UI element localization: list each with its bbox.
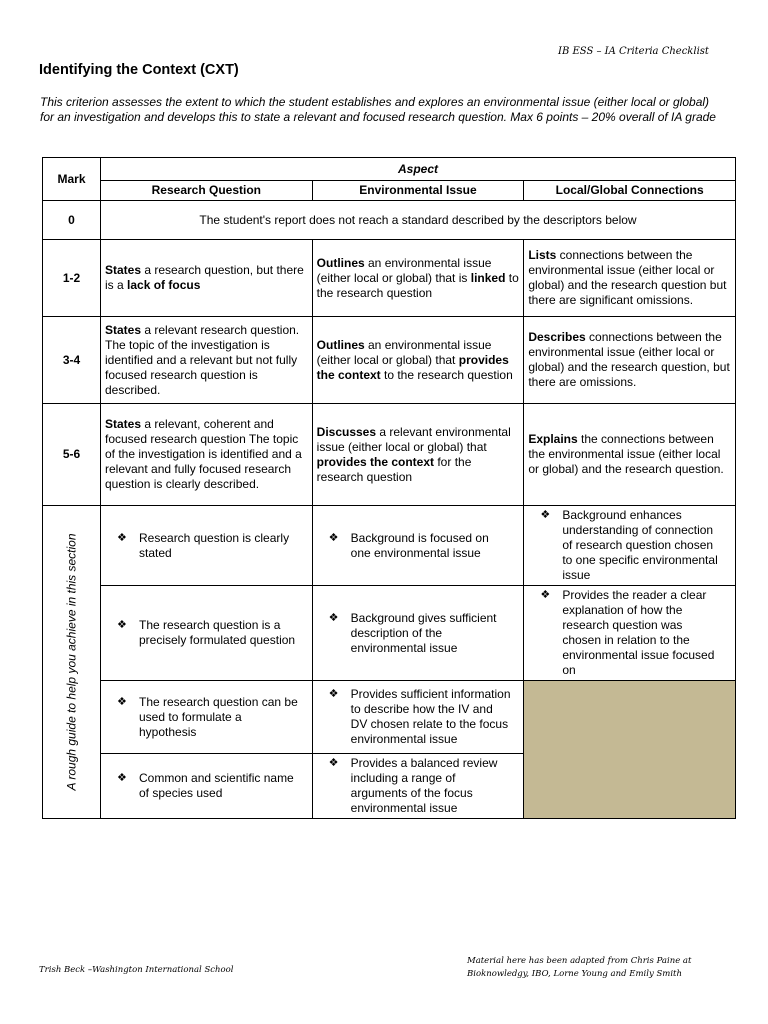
descriptor-cell: Outlines an environmental issue (either local or global) that is linked to the research question — [312, 240, 524, 317]
descriptor-cell: States a relevant research question. The topic of the investigation is identified and a relevant but not fully focused research question is described. — [101, 317, 313, 404]
guide-cell: ❖ Research question is clearly stated — [101, 506, 313, 586]
guide-label: A rough guide to help you achieve in this section — [64, 533, 78, 791]
col-header-research-question: Research Question — [101, 181, 313, 201]
guide-label-cell — [43, 506, 101, 819]
page-title: Identifying the Context (CXT) — [39, 62, 239, 78]
table-row — [43, 240, 736, 317]
descriptor-cell: States a research question, but there is a lack of focus — [101, 240, 313, 317]
table-row — [43, 586, 736, 681]
diamond-bullet-icon: ❖ — [328, 688, 339, 700]
mark-header: Mark — [43, 158, 101, 201]
diamond-bullet-icon: ❖ — [117, 695, 127, 708]
diamond-bullet-icon: ❖ — [328, 611, 339, 624]
descriptor-cell: Lists connections between the environmental issue (either local or global) and the research question but there are significant omissions. — [524, 240, 736, 317]
descriptor-cell: States a relevant, coherent and focused research question The topic of the investigation is identified and a relevant and fully focused research question is clearly described. — [101, 404, 313, 506]
diamond-bullet-icon: ❖ — [117, 531, 127, 544]
intro-paragraph: This criterion assesses the extent to which the student establishes and explores an environmental issue (either local or global) for an investigation and develops this to state a relevant and focused research question. Max 6 points – 20% overall of IA grade — [40, 95, 716, 124]
descriptor-cell: Outlines an environmental issue (either local or global) that provides the context to the research question — [312, 317, 524, 404]
mark-cell: 5-6 — [43, 404, 101, 506]
guide-cell: ❖ Provides the reader a clear explanation of how the research question was chosen in relation to the environmental issue focused on — [524, 586, 736, 681]
diamond-bullet-icon: ❖ — [540, 509, 551, 521]
guide-cell: ❖ The research question is a precisely formulated question — [101, 586, 313, 681]
mark-cell: 1-2 — [43, 240, 101, 317]
guide-cell: ❖ The research question can be used to formulate a hypothesis — [101, 681, 313, 754]
descriptor-cell: Describes connections between the environmental issue (either local or global) and the research question, but there are omissions. — [524, 317, 736, 404]
footer-credits: Material here has been adapted from Chris Paine at Bioknowledgy, IBO, Lorne Young and Emily Smith — [467, 956, 692, 979]
mark-cell: 3-4 — [43, 317, 101, 404]
table-row — [43, 681, 736, 754]
header-right: IB ESS – IA Criteria Checklist — [558, 46, 709, 57]
guide-cell: ❖ Background enhances understanding of connection of research question chosen to one specific environmental issue — [524, 506, 736, 586]
diamond-bullet-icon: ❖ — [540, 589, 551, 601]
guide-cell: ❖ Common and scientific name of species used — [101, 754, 313, 819]
rubric-table — [42, 157, 736, 819]
descriptor-cell: Explains the connections between the environmental issue (either local or global) and the research question. — [524, 404, 736, 506]
diamond-bullet-icon: ❖ — [117, 772, 127, 784]
guide-cell: ❖ Provides a balanced review including a range of arguments of the focus environmental issue — [312, 754, 524, 819]
descriptor-cell: Discusses a relevant environmental issue (either local or global) that provides the context for the research question — [312, 404, 524, 506]
guide-cell: ❖ Provides sufficient information to describe how the IV and DV chosen relate to the focus environmental issue — [312, 681, 524, 754]
col-header-local-global: Local/Global Connections — [524, 181, 736, 201]
table-row — [43, 404, 736, 506]
diamond-bullet-icon: ❖ — [328, 531, 339, 544]
diamond-bullet-icon: ❖ — [328, 757, 339, 769]
guide-cell: ❖ Background is focused on one environmental issue — [312, 506, 524, 586]
row0-text: The student's report does not reach a standard described by the descriptors below — [101, 201, 736, 240]
table-row — [43, 201, 736, 240]
table-row — [43, 317, 736, 404]
diamond-bullet-icon: ❖ — [117, 619, 127, 631]
mark-cell: 0 — [43, 201, 101, 240]
col-header-environmental-issue: Environmental Issue — [312, 181, 524, 201]
guide-cell: ❖ Background gives sufficient description of the environmental issue — [312, 586, 524, 681]
table-row — [43, 506, 736, 586]
shaded-empty-cell — [524, 681, 736, 819]
footer-author: Trish Beck –Washington International School — [39, 965, 234, 975]
aspect-header: Aspect — [101, 158, 736, 181]
